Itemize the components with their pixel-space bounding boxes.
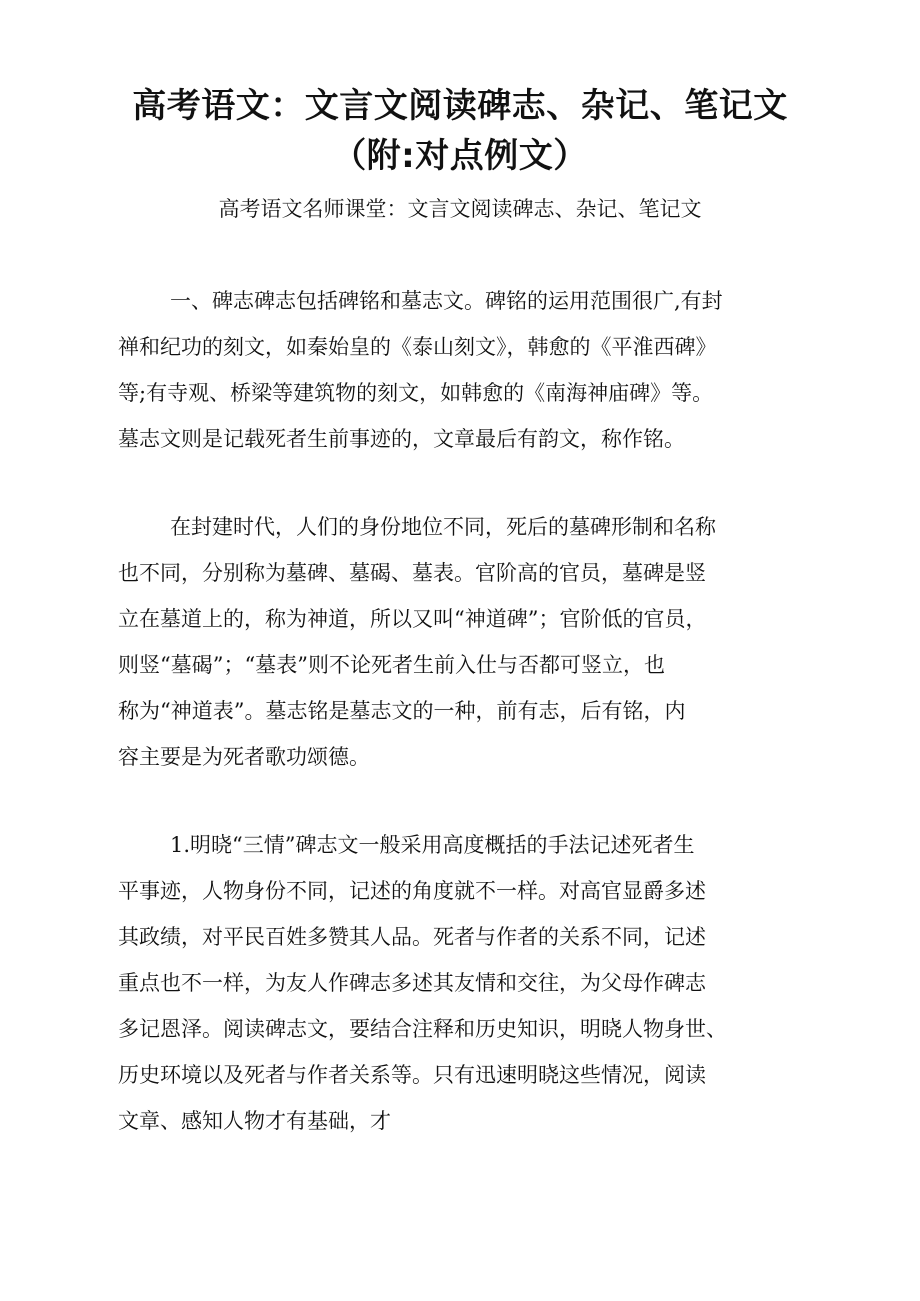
paragraph-line: 一、碑志碑志包括碑铭和墓志文。碑铭的运用范围很广,有封 <box>170 289 723 313</box>
document-subtitle: 高考语文名师课堂：文言文阅读碑志、杂记、笔记文 <box>218 197 702 221</box>
paragraph-stele-intro <box>118 278 818 462</box>
paragraph-line: 则竖“墓碣”；“墓表”则不论死者生前入仕与否都可竖立，也 <box>118 653 665 677</box>
paragraph-line: 等;有寺观、桥梁等建筑物的刻文，如韩愈的《南海神庙碑》等。 <box>118 381 714 405</box>
paragraph-line: 重点也不一样，为友人作碑志多述其友情和交往，为父母作碑志 <box>118 971 706 995</box>
document-title: 高考语文：文言文阅读碑志、杂记、笔记文 <box>132 86 788 126</box>
paragraph-three-circumstances <box>118 822 818 1144</box>
paragraph-feudal-era <box>118 504 818 780</box>
paragraph-line: 禅和纪功的刻文，如秦始皇的《泰山刻文》，韩愈的《平淮西碑》 <box>118 335 717 359</box>
paragraph-line: 文章、感知人物才有基础，才 <box>118 1109 391 1133</box>
paragraph-line: 也不同，分别称为墓碑、墓碣、墓表。官阶高的官员，墓碑是竖 <box>118 561 706 585</box>
paragraph-line: 平事迹，人物身份不同，记述的角度就不一样。对高官显爵多述 <box>118 879 706 903</box>
paragraph-line: 墓志文则是记载死者生前事迹的，文章最后有韵文，称作铭。 <box>118 427 685 451</box>
paragraph-line: 称为“神道表”。墓志铭是墓志文的一种，前有志，后有铭，内 <box>118 699 686 723</box>
paragraph-line: 1.明晓“三情”碑志文一般采用高度概括的手法记述死者生 <box>170 833 695 857</box>
paragraph-line: 在封建时代，人们的身份地位不同，死后的墓碑形制和名称 <box>170 515 716 539</box>
paragraph-line: 容主要是为死者歌功颂德。 <box>118 745 370 769</box>
paragraph-line: 立在墓道上的，称为神道，所以又叫“神道碑”；官阶低的官员， <box>118 607 707 631</box>
paragraph-line: 多记恩泽。阅读碑志文，要结合注释和历史知识，明晓人物身世、 <box>118 1017 727 1041</box>
paragraph-line: 其政绩，对平民百姓多赞其人品。死者与作者的关系不同，记述 <box>118 925 706 949</box>
paragraph-line: 历史环境以及死者与作者关系等。只有迅速明晓这些情况，阅读 <box>118 1063 706 1087</box>
document-title-appendix: （附:对点例文） <box>332 136 588 176</box>
